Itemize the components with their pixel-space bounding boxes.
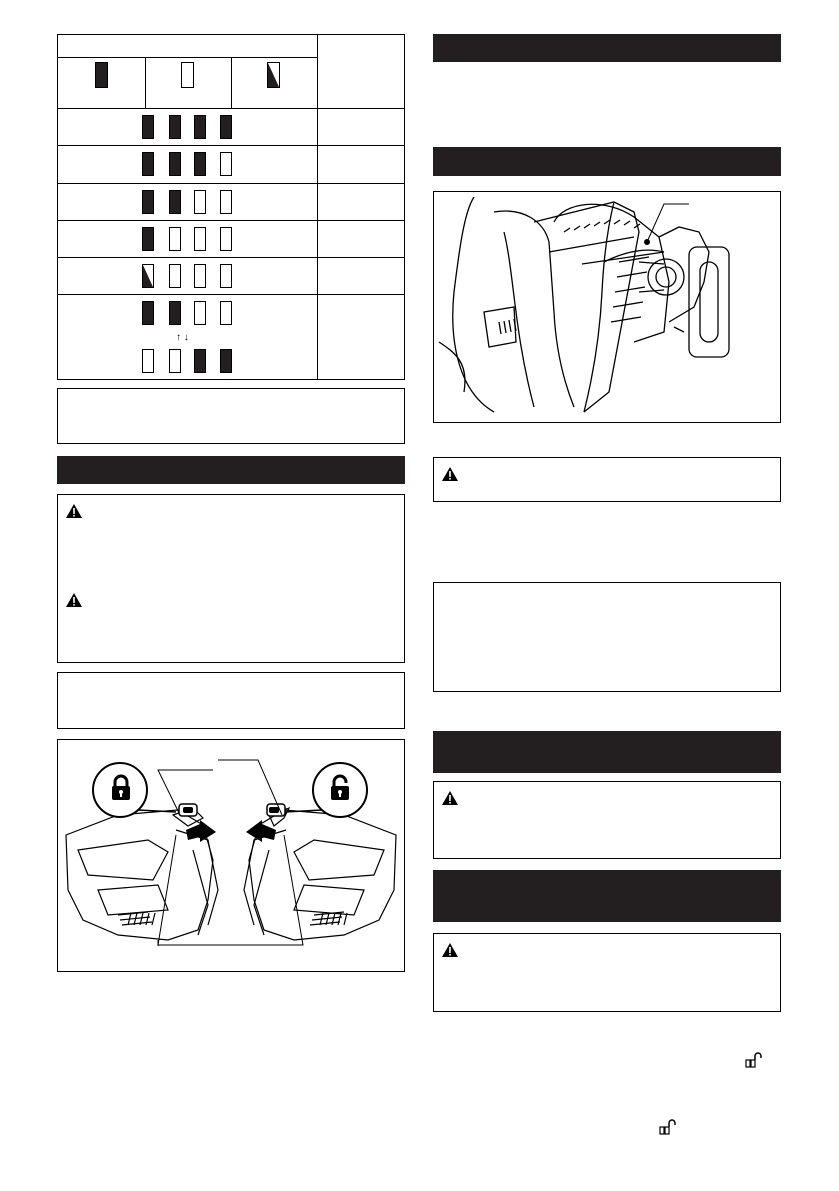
row-divider <box>58 183 404 184</box>
indicator-row-2-lamp-1 <box>142 152 154 176</box>
tool-head-illustration <box>434 192 780 422</box>
indicator-row-1-lamp-3 <box>194 115 206 139</box>
indicator-row-2-lamp-4 <box>220 152 232 176</box>
indicator-blink-top-lamp-3 <box>194 301 206 325</box>
row-divider <box>58 145 404 146</box>
caution-box <box>433 457 781 502</box>
tool-head-figure <box>433 191 781 423</box>
indicator-blink-bottom-lamp-2 <box>169 349 181 373</box>
indicator-row-4-lamp-2 <box>169 227 181 251</box>
indicator-blink-bottom-lamp-3 <box>194 349 206 373</box>
section-header-bar <box>433 34 781 62</box>
battery-indicator-table <box>57 34 405 380</box>
section-header-bar <box>433 147 781 176</box>
warning-triangle-icon <box>441 466 459 482</box>
indicator-row-3-lamp-1 <box>142 190 154 214</box>
warning-triangle-icon <box>441 790 459 806</box>
indicator-blink-top-lamp-2 <box>169 301 181 325</box>
indicator-row-5-lamp-4 <box>220 264 232 288</box>
blinking-indicator-icon <box>267 62 280 88</box>
blade-unlock-icon <box>659 1119 677 1137</box>
indicator-row-2-lamp-3 <box>194 152 206 176</box>
legend-divider-1 <box>145 57 146 108</box>
indicator-row-3-lamp-2 <box>169 190 181 214</box>
blink-arrows: ↑ ↓ <box>176 332 189 343</box>
warning-triangle-icon <box>441 942 459 958</box>
indicator-row-5-lamp-1 <box>142 264 154 288</box>
indicator-row-2-lamp-2 <box>169 152 181 176</box>
indicator-row-3-lamp-3 <box>194 190 206 214</box>
note-box <box>57 672 405 729</box>
caution-box <box>57 494 405 663</box>
indicator-blink-bottom-lamp-1 <box>142 349 154 373</box>
indicator-blink-bottom-lamp-4 <box>220 349 232 373</box>
indicator-row-1-lamp-1 <box>142 115 154 139</box>
row-divider <box>58 108 404 109</box>
indicator-row-5-lamp-3 <box>194 264 206 288</box>
section-header-bar <box>433 870 781 922</box>
indicator-row-4-lamp-3 <box>194 227 206 251</box>
indicator-row-1-lamp-4 <box>220 115 232 139</box>
padlock-locked-icon <box>110 774 132 802</box>
indicator-row-4-lamp-4 <box>220 227 232 251</box>
off-indicator-icon <box>181 62 194 88</box>
padlock-unlocked-icon <box>329 774 353 802</box>
section-header-bar <box>433 731 781 773</box>
blade-unlock-icon <box>745 1052 763 1070</box>
row-divider <box>58 257 404 258</box>
section-header-bar <box>57 456 405 484</box>
lit-indicator-icon <box>95 62 108 88</box>
note-box <box>57 388 405 444</box>
indicator-blink-top-lamp-1 <box>142 301 154 325</box>
row-divider <box>58 220 404 221</box>
note-box <box>433 582 781 692</box>
indicator-blink-top-lamp-4 <box>220 301 232 325</box>
table-header-divider <box>58 57 317 58</box>
lock-switch-figure <box>57 739 405 972</box>
caution-box <box>433 933 781 1012</box>
caution-box <box>433 781 781 859</box>
indicator-row-3-lamp-4 <box>220 190 232 214</box>
indicator-row-5-lamp-2 <box>169 264 181 288</box>
indicator-row-4-lamp-1 <box>142 227 154 251</box>
table-column-divider <box>317 35 318 379</box>
warning-triangle-icon <box>65 503 83 519</box>
legend-divider-2 <box>231 57 232 108</box>
row-divider <box>58 294 404 295</box>
warning-triangle-icon <box>65 592 83 608</box>
indicator-row-1-lamp-2 <box>169 115 181 139</box>
